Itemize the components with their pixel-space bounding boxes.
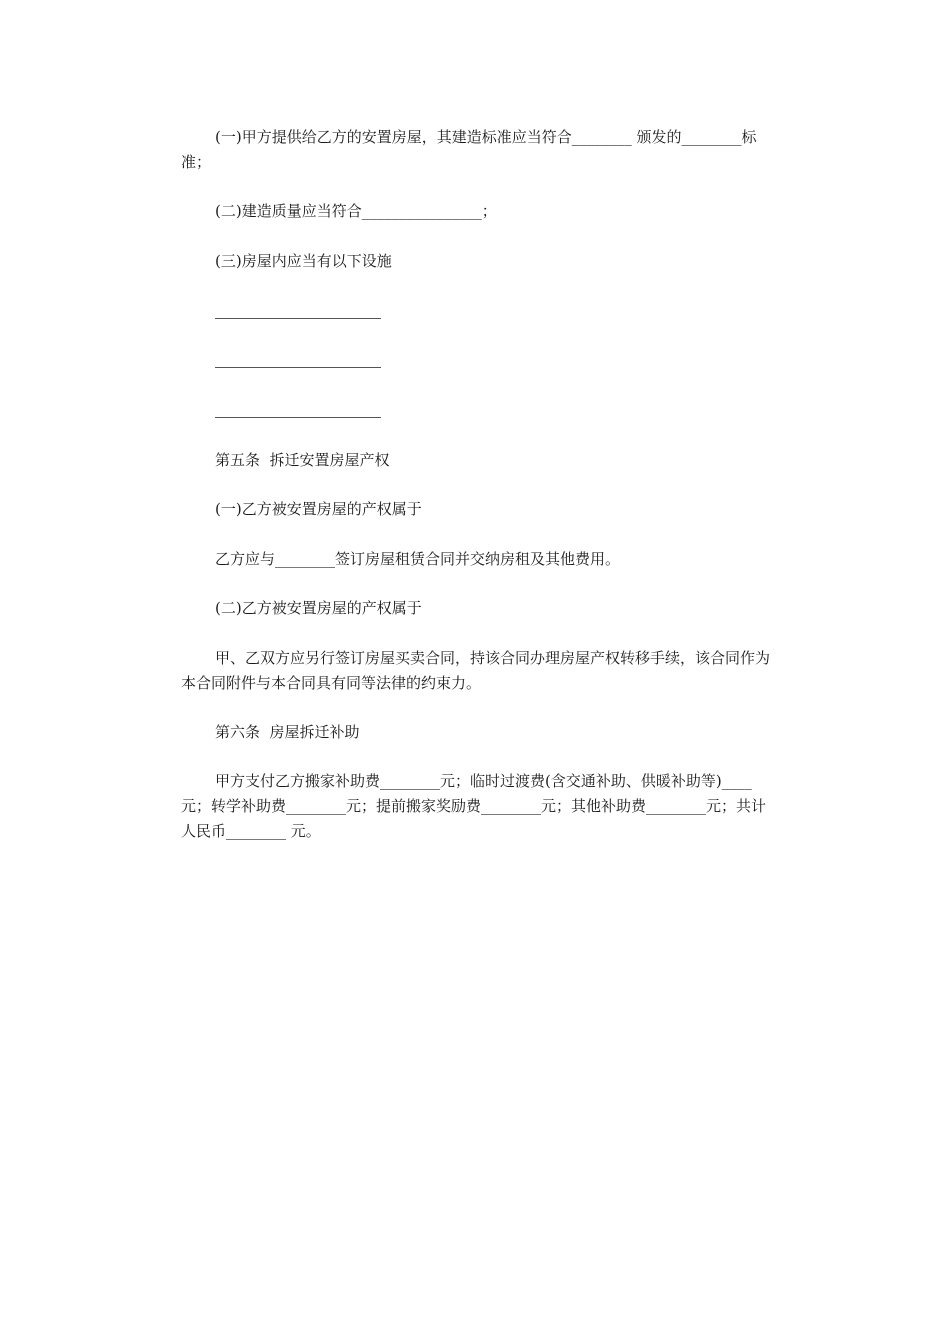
clause-5-1-lease: 乙方应与________签订房屋租赁合同并交纳房租及其他费用。 <box>215 550 621 568</box>
clause-4-2-construction-quality: (二)建造质量应当符合________________； <box>215 202 497 220</box>
facility-blank-line-2 <box>215 367 381 368</box>
clause-5-2-property-rights: (二)乙方被安置房屋的产权属于 <box>215 599 422 617</box>
clause-6-subsidies: 甲方支付乙方搬家补助费________元；临时过渡费(含交通补助、供暖补助等)____元；转学补助费________元；提前搬家奖励费________元；其他补助费________元；共计人民币________ 元。 <box>181 772 767 840</box>
facility-blank-line-1 <box>215 318 381 319</box>
clause-5-1-property-rights: (一)乙方被安置房屋的产权属于 <box>215 500 422 518</box>
facility-blank-line-3 <box>215 417 381 418</box>
clause-4-1-construction-standard: (一)甲方提供给乙方的安置房屋，其建造标准应当符合________ 颁发的________标准； <box>181 128 757 171</box>
article-5-title: 第五条 拆迁安置房屋产权 <box>215 451 390 469</box>
article-6-title: 第六条 房屋拆迁补助 <box>215 723 360 741</box>
clause-4-3-facilities: (三)房屋内应当有以下设施 <box>215 252 392 270</box>
clause-5-2-sale-contract: 甲、乙双方应另行签订房屋买卖合同，持该合同办理房屋产权转移手续，该合同作为本合同附件与本合同具有同等法律的约束力。 <box>181 649 771 692</box>
